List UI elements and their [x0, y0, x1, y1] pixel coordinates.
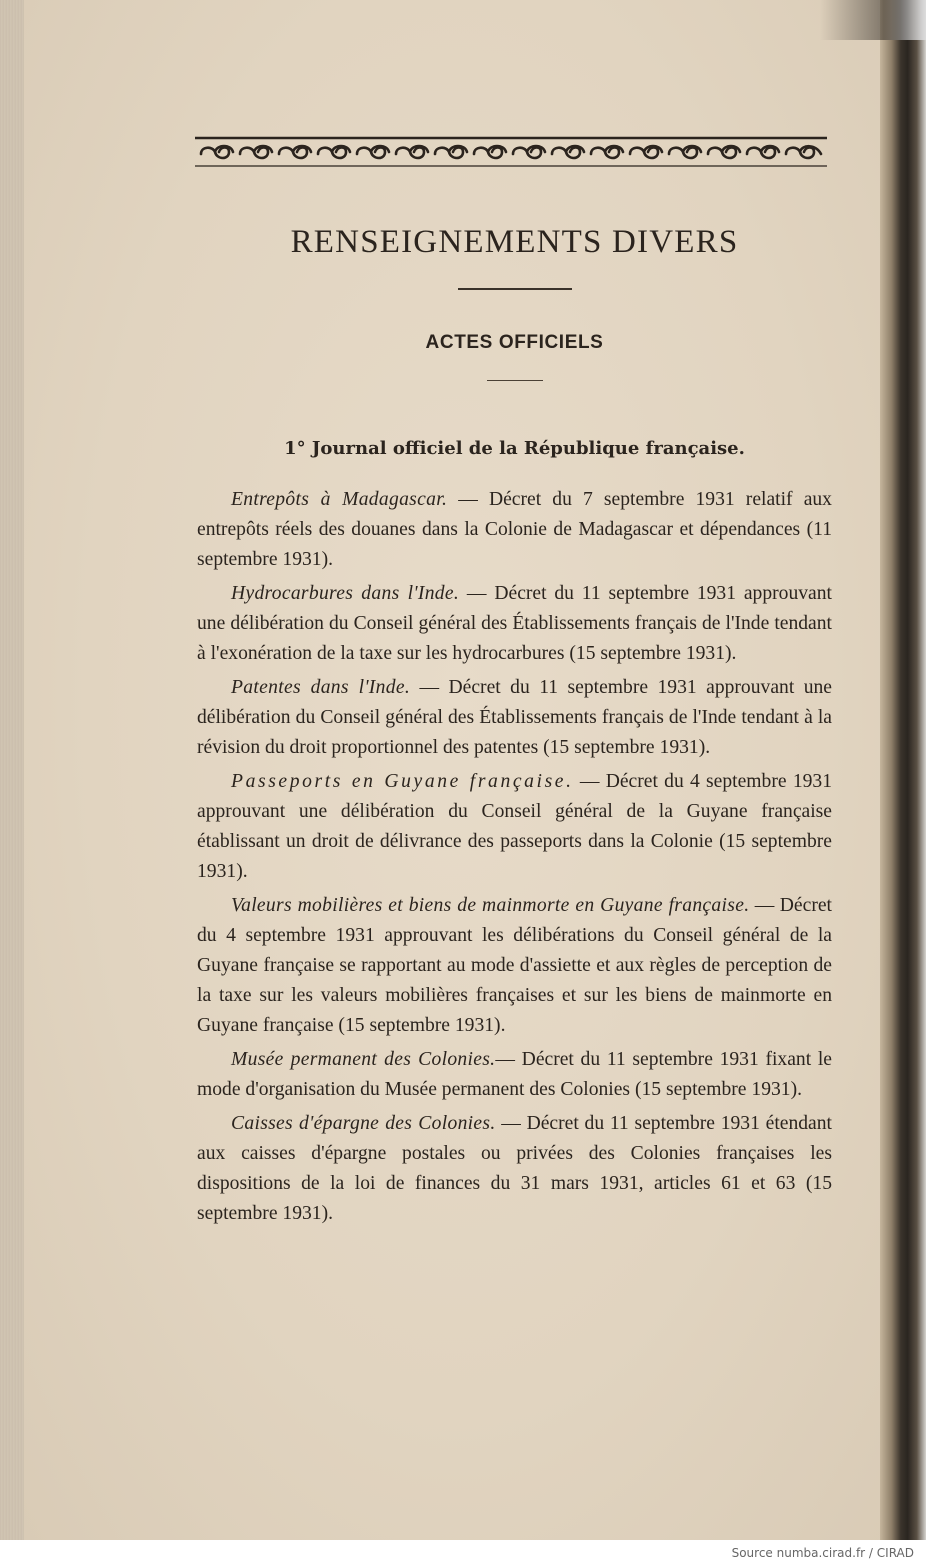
decree-entry	[197, 891, 832, 1041]
decree-text: — Décret du 11 septembre 1931 approuvant une délibération du Conseil général des Établissements français de l'Inde tendant à la révision du droit proportionnel des patentes (15 septembre 1931).	[197, 677, 832, 758]
book-binding	[880, 0, 926, 1540]
decree-topic: Musée permanent des Colonies.	[231, 1049, 496, 1070]
decree-topic: Passeports en Guyane française.	[231, 771, 574, 792]
decree-entry	[197, 579, 832, 669]
title-divider	[458, 288, 572, 290]
decree-text: — Décret du 4 septembre 1931 approuvant une délibération du Conseil général de la Guyane française établissant un droit de délivrance des passeports dans la Colonie (15 septembre 1931).	[197, 771, 833, 882]
decree-entry	[197, 1109, 832, 1229]
decree-entry	[197, 767, 832, 887]
scroll-border-ornament-icon	[195, 130, 827, 170]
decree-text: — Décret du 4 septembre 1931 approuvant les délibérations du Conseil général de la Guyane française se rapportant au mode d'assiette et aux règles de perception de la taxe sur les valeurs mobilières françaises et sur les biens de mainmorte en Guyane française (15 septembre 1931).	[197, 895, 832, 1036]
decree-text: — Décret du 11 septembre 1931 étendant aux caisses d'épargne postales ou privées des Colonies françaises les dispositions de la loi de finances du 31 mars 1931, articles 61 et 63 (15 septembre 1931).	[197, 1113, 832, 1224]
decree-topic: Entrepôts à Madagascar.	[231, 489, 448, 510]
decree-entry	[197, 1045, 832, 1105]
decree-text: — Décret du 7 septembre 1931 relatif aux entrepôts réels des douanes dans la Colonie de Madagascar et dépendances (11 septembre 1931).	[197, 489, 832, 570]
source-credit-link[interactable]: Source numba.cirad.fr / CIRAD	[731, 1546, 914, 1560]
decree-list	[197, 485, 832, 1229]
section-divider	[487, 380, 543, 381]
decree-topic: Patentes dans l'Inde.	[231, 677, 411, 698]
binding-shadow	[820, 0, 926, 40]
decree-topic: Caisses d'épargne des Colonies.	[231, 1113, 496, 1134]
decree-text: — Décret du 11 septembre 1931 fixant le mode d'organisation du Musée permanent des Colonies (15 septembre 1931).	[197, 1049, 832, 1100]
decree-topic: Hydrocarbures dans l'Inde.	[231, 583, 460, 604]
section-title: ACTES OFFICIELS	[425, 332, 604, 353]
subsection-title: 1° Journal officiel de la République française.	[284, 438, 745, 459]
decree-entry	[197, 485, 832, 575]
decree-text: — Décret du 11 septembre 1931 approuvant une délibération du Conseil général des Établissements français de l'Inde tendant à l'exonération de la taxe sur les hydrocarbures (15 septembre 1931).	[197, 583, 832, 664]
page-content	[197, 130, 832, 1233]
left-page-edges	[0, 0, 24, 1540]
page-title: RENSEIGNEMENTS DIVERS	[290, 224, 739, 260]
decree-topic: Valeurs mobilières et biens de mainmorte en Guyane française.	[231, 895, 750, 916]
decree-entry	[197, 673, 832, 763]
